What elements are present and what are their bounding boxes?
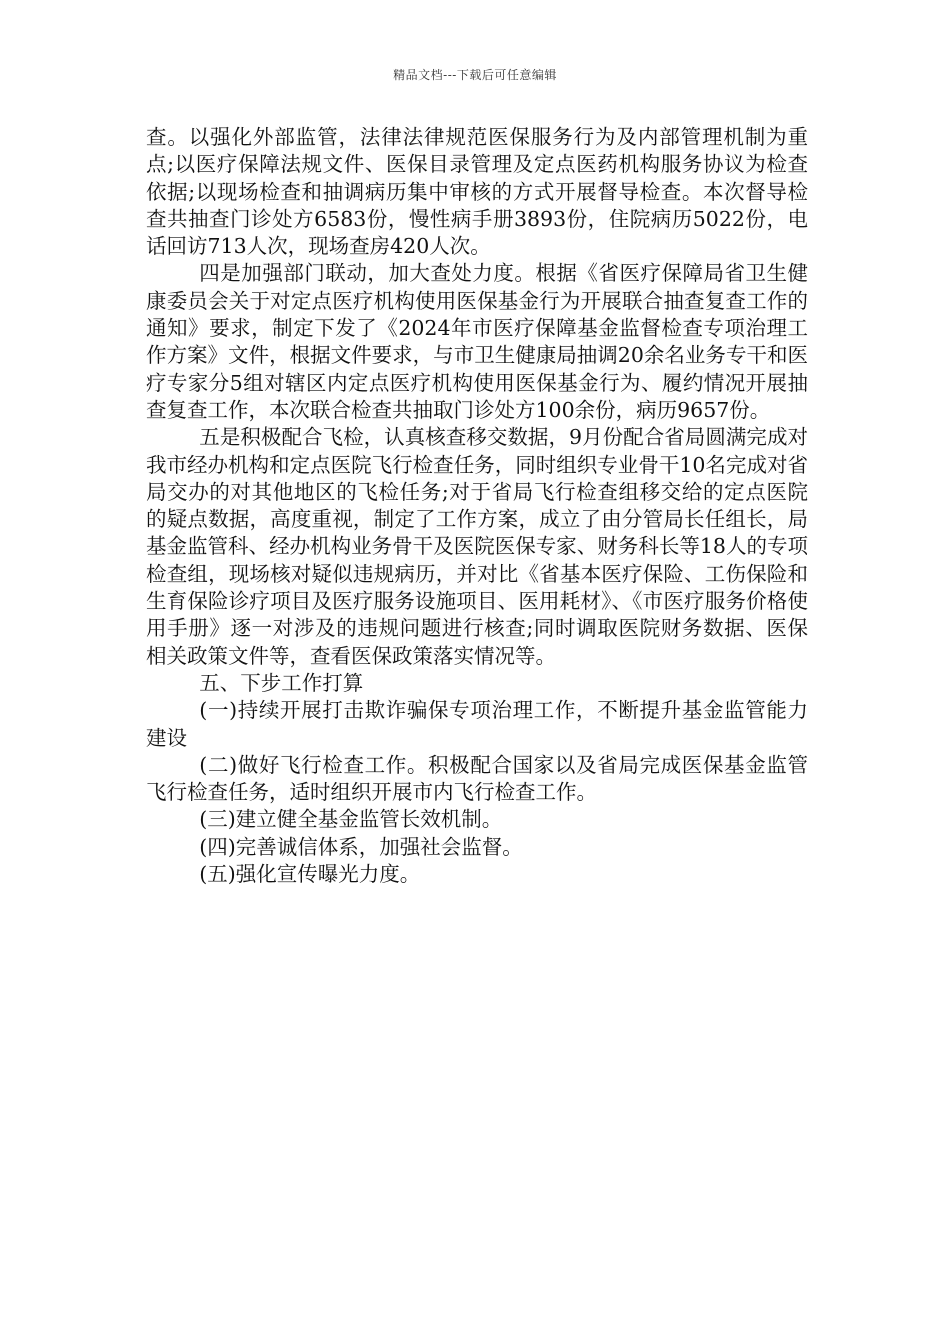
paragraph-item-four: 四是加强部门联动，加大查处力度。根据《省医疗保障局省卫生健康委员会关于对定点医疗机构使用医保基金行为开展联合抽查复查工作的通知》要求，制定下发了《2024年市医疗保障基金监督检查专项治理工作方案》文件，根据文件要求，与市卫生健康局抽调20余名业务专干和医疗专家分5组对辖区内定点医疗机构使用医保基金行为、履约情况开展抽查复查工作，本次联合检查共抽取门诊处方100余份，病历9657份。: [146, 261, 808, 422]
paragraph-continuation: 查。以强化外部监管，法律法律规范医保服务行为及内部管理机制为重点;以医疗保障法规文件、医保目录管理及定点医药机构服务协议为检查依据;以现场检查和抽调病历集中审核的方式开展督导检查。本次督导检查共抽查门诊处方6583份，慢性病手册3893份，住院病历5022份，电话回访713人次，现场查房420人次。: [146, 125, 808, 259]
next-step-item-1: (一)持续开展打击欺诈骗保专项治理工作，不断提升基金监管能力建设: [146, 698, 808, 750]
next-step-item-3: (三)建立健全基金监管长效机制。: [199, 807, 503, 832]
section-heading-next-steps: 五、下步工作打算: [199, 670, 364, 695]
next-step-item-2: (二)做好飞行检查工作。积极配合国家以及省局完成医保基金监管飞行检查任务，适时组织开展市内飞行检查工作。: [146, 752, 808, 805]
next-step-item-5: (五)强化宣传曝光力度。: [199, 862, 421, 887]
next-step-item-4: (四)完善诚信体系，加强社会监督。: [199, 834, 523, 859]
page-header: 精品文档---下载后可任意编辑: [393, 68, 557, 82]
paragraph-item-five: 五是积极配合飞检，认真核查移交数据，9月份配合省局圆满完成对我市经办机构和定点医院飞行检查任务，同时组织专业骨干10名完成对省局交办的对其他地区的飞检任务;对于省局飞行检查组移交给的定点医院的疑点数据，高度重视，制定了工作方案，成立了由分管局长任组长，局基金监管科、经办机构业务骨干及医院医保专家、财务科长等18人的专项检查组，现场核对疑似违规病历，并对比《省基本医疗保险、工伤保险和生育保险诊疗项目及医疗服务设施项目、医用耗材》、《市医疗服务价格使用手册》逐一对涉及的违规问题进行核查;同时调取医院财务数据、医保相关政策文件等，查看医保政策落实情况等。: [146, 425, 808, 668]
document-body: [146, 124, 808, 888]
